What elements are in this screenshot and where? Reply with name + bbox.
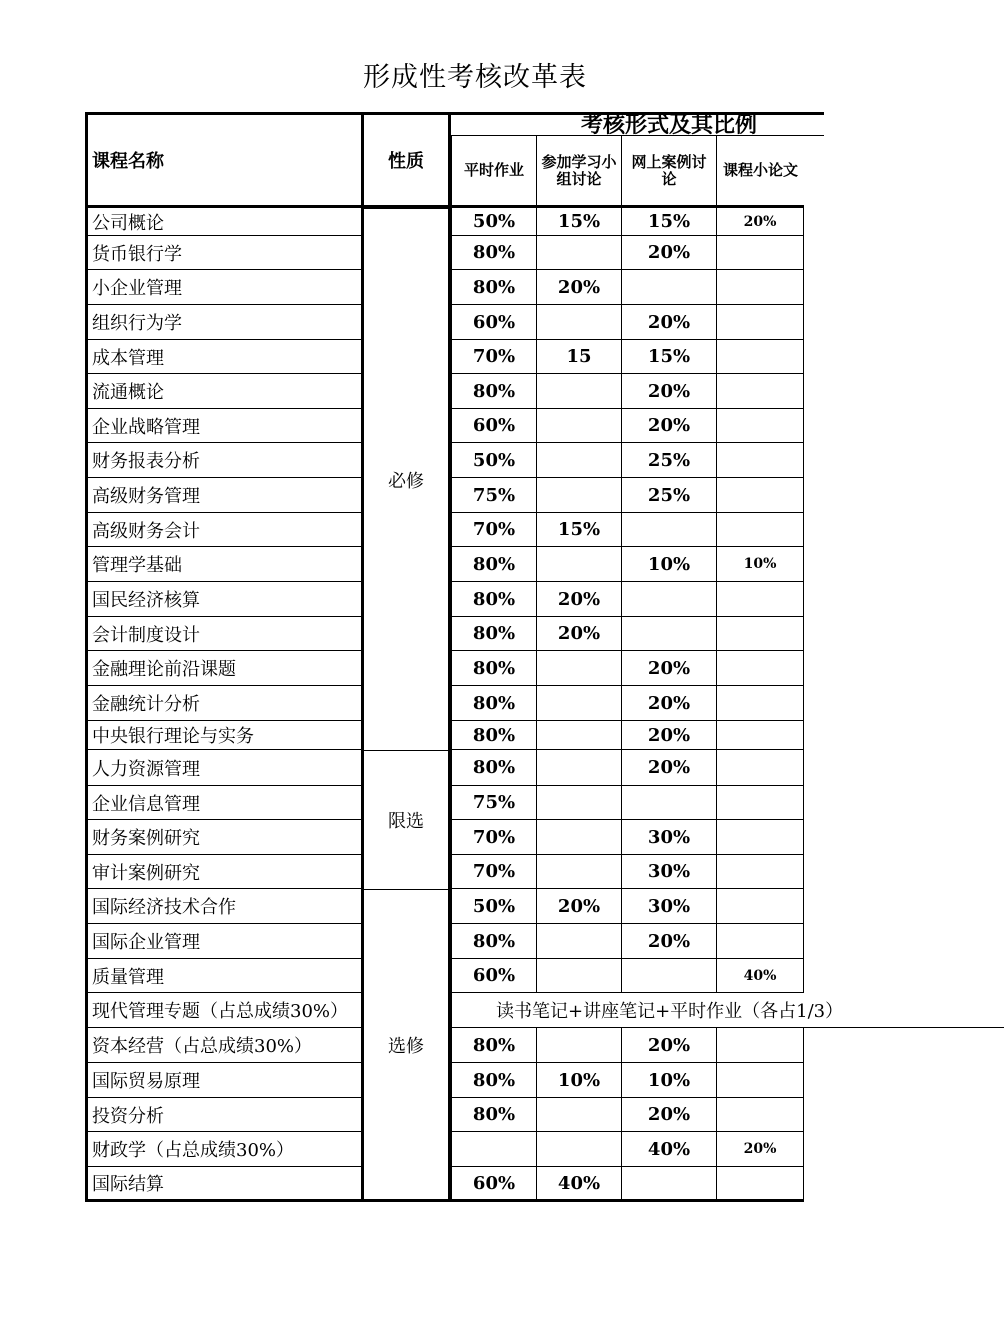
table-cell: 80% [451,721,536,750]
table-row-course-name: 质量管理 [85,959,364,993]
table-cell [536,409,621,443]
table-row-course-name: 资本经营（占总成绩30%） [85,1028,364,1063]
table-cell [716,651,804,686]
table-cell [536,820,621,855]
table-cell: 80% [451,1028,536,1063]
table-cell: 60% [451,305,536,340]
table-cell: 20% [621,924,716,959]
table-cell: 10% [716,547,804,582]
table-cell [716,1098,804,1132]
table-cell [621,959,716,993]
header-nature: 性质 [364,112,451,208]
table-cell: 10% [536,1063,621,1098]
table-cell [716,340,804,374]
table-cell [621,1167,716,1202]
table-cell [536,478,621,513]
table-cell: 10% [621,547,716,582]
table-cell: 25% [621,478,716,513]
table-cell: 20% [536,617,621,651]
table-cell [716,721,804,750]
table-cell: 20% [621,651,716,686]
table-row-course-name: 流通概论 [85,374,364,409]
table-cell: 80% [451,1098,536,1132]
table-row-course-name: 金融统计分析 [85,686,364,721]
table-cell [716,443,804,478]
table-cell [716,478,804,513]
table-cell [621,270,716,305]
table-row-course-name: 公司概论 [85,208,364,236]
table-cell [716,409,804,443]
table-cell [621,786,716,820]
table-cell: 30% [621,820,716,855]
table-cell [716,1167,804,1202]
table-cell: 20% [716,208,804,236]
table-cell [716,617,804,651]
table-cell: 60% [451,409,536,443]
table-cell [451,1132,536,1167]
table-cell: 80% [451,270,536,305]
table-cell [536,959,621,993]
header-sub-2: 网上案例讨论 [621,136,716,208]
table-cell: 40% [536,1167,621,1202]
page-title: 形成性考核改革表 [363,62,587,93]
table-row-course-name: 金融理论前沿课题 [85,651,364,686]
table-cell: 40% [716,959,804,993]
table-row-course-name: 国际贸易原理 [85,1063,364,1098]
table-cell: 15% [621,340,716,374]
table-row-course-name: 国际企业管理 [85,924,364,959]
table-cell [621,582,716,617]
table-cell [621,513,716,547]
table-cell [536,750,621,786]
header-sub-0: 平时作业 [451,136,536,208]
table-cell: 70% [451,855,536,889]
table-row-course-name: 现代管理专题（占总成绩30%） [85,993,364,1028]
nature-cell: 必修 [364,208,451,750]
table-cell [716,1028,804,1063]
table-cell [716,855,804,889]
table-cell: 70% [451,820,536,855]
table-row-course-name: 财务案例研究 [85,820,364,855]
table-cell: 20% [621,374,716,409]
table-cell [536,1132,621,1167]
table-cell: 20% [536,889,621,924]
table-row-course-name: 管理学基础 [85,547,364,582]
table-cell [536,924,621,959]
table-cell [536,547,621,582]
table-cell: 80% [451,236,536,270]
table-cell [716,820,804,855]
table-cell: 15% [536,513,621,547]
table-cell [536,1028,621,1063]
table-row-course-name: 会计制度设计 [85,617,364,651]
nature-cell: 限选 [364,750,451,889]
merged-assessment-note: 读书笔记+讲座笔记+平时作业（各占1/3） [451,993,1004,1028]
table-cell [536,236,621,270]
table-row-course-name: 货币银行学 [85,236,364,270]
table-cell [621,617,716,651]
table-cell [716,924,804,959]
table-cell: 25% [621,443,716,478]
nature-cell: 选修 [364,889,451,1202]
table-cell: 70% [451,513,536,547]
table-cell [536,443,621,478]
table-cell [716,374,804,409]
table-row-course-name: 企业信息管理 [85,786,364,820]
table-cell: 30% [621,889,716,924]
table-cell: 20% [716,1132,804,1167]
table-cell [716,889,804,924]
table-cell: 60% [451,959,536,993]
table-row-course-name: 高级财务会计 [85,513,364,547]
table-cell [536,1098,621,1132]
table-cell: 50% [451,889,536,924]
table-cell: 20% [621,686,716,721]
table-cell: 20% [621,1098,716,1132]
table-cell: 40% [621,1132,716,1167]
header-sub-3: 课程小论文 [716,136,804,208]
table-cell: 50% [451,443,536,478]
table-row-course-name: 财务报表分析 [85,443,364,478]
table-cell: 80% [451,750,536,786]
table-row-course-name: 高级财务管理 [85,478,364,513]
table-row-course-name: 组织行为学 [85,305,364,340]
table-cell [536,374,621,409]
table-cell [536,651,621,686]
table-cell [716,582,804,617]
table-cell: 20% [621,305,716,340]
table-cell [716,686,804,721]
table-cell: 80% [451,1063,536,1098]
table-cell: 80% [451,651,536,686]
table-cell: 10% [621,1063,716,1098]
table-row-course-name: 人力资源管理 [85,750,364,786]
table-cell: 70% [451,340,536,374]
table-cell [536,305,621,340]
table-row-course-name: 小企业管理 [85,270,364,305]
table-row-course-name: 国民经济核算 [85,582,364,617]
table-cell: 75% [451,478,536,513]
header-assessment-group: 考核形式及其比例 [451,112,824,136]
table-cell: 60% [451,1167,536,1202]
table-cell [536,855,621,889]
table-row-course-name: 投资分析 [85,1098,364,1132]
table-cell: 80% [451,547,536,582]
table-cell: 20% [621,1028,716,1063]
table-cell [716,305,804,340]
table-cell [716,750,804,786]
table-row-course-name: 中央银行理论与实务 [85,721,364,750]
table-cell [536,686,621,721]
table-cell: 80% [451,617,536,651]
table-cell [716,1063,804,1098]
table-cell: 20% [621,721,716,750]
table-cell: 15 [536,340,621,374]
table-row-course-name: 财政学（占总成绩30%） [85,1132,364,1167]
table-cell: 80% [451,582,536,617]
table-row-course-name: 国际结算 [85,1167,364,1202]
table-cell: 15% [536,208,621,236]
table-cell: 80% [451,924,536,959]
table-cell: 75% [451,786,536,820]
table-cell [716,270,804,305]
table-cell: 20% [536,270,621,305]
table-cell [536,721,621,750]
header-course-name: 课程名称 [85,112,364,208]
table-cell: 20% [621,750,716,786]
table-row-course-name: 审计案例研究 [85,855,364,889]
table-row-course-name: 成本管理 [85,340,364,374]
table-cell [716,513,804,547]
table-row-course-name: 国际经济技术合作 [85,889,364,924]
header-sub-1: 参加学习小组讨论 [536,136,621,208]
table-row-course-name: 企业战略管理 [85,409,364,443]
table-cell [716,236,804,270]
assessment-table [85,111,844,1204]
table-cell [716,786,804,820]
table-cell [536,786,621,820]
table-cell: 50% [451,208,536,236]
table-cell: 15% [621,208,716,236]
table-cell: 20% [536,582,621,617]
table-cell: 20% [621,409,716,443]
table-cell: 80% [451,686,536,721]
table-cell: 80% [451,374,536,409]
table-cell: 30% [621,855,716,889]
table-cell: 20% [621,236,716,270]
